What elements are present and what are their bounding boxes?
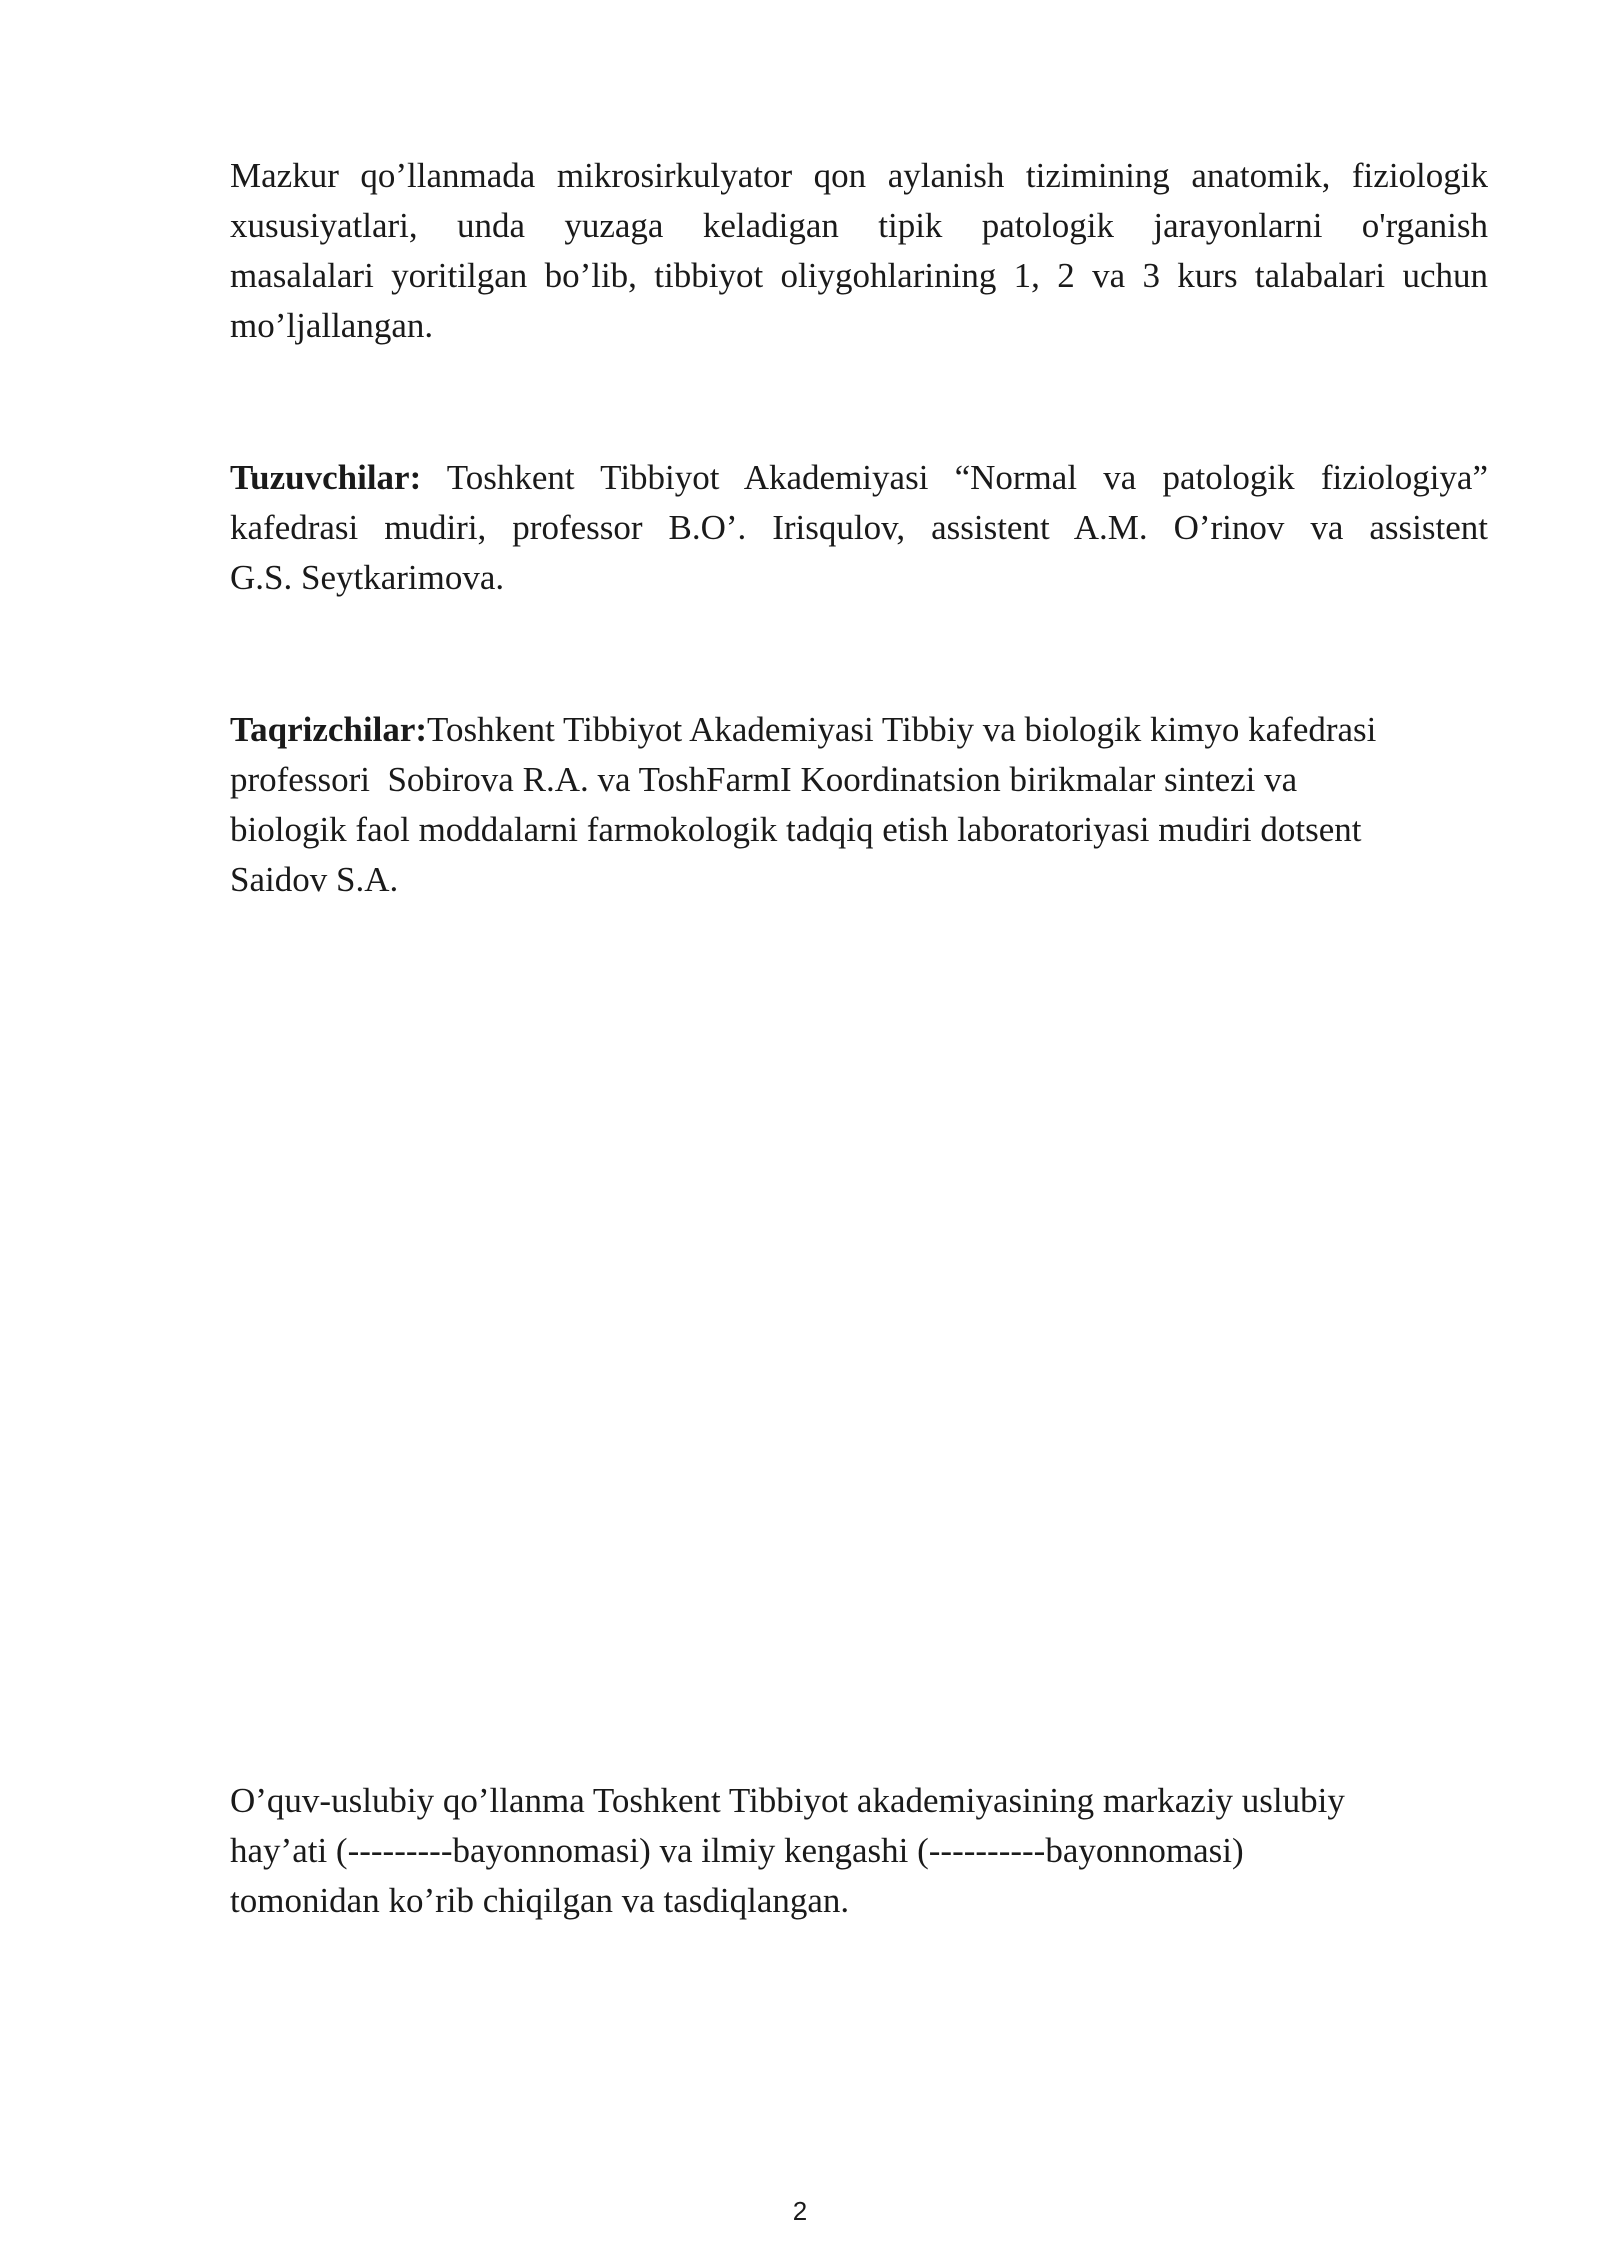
reviewers-line [230, 705, 1488, 755]
page-number: 2 [792, 2196, 808, 2226]
reviewers-line: professori Sobirova R.A. va ToshFarmI Koordinatsion birikmalar sintezi va [230, 760, 1298, 799]
reviewers-line: biologik faol moddalarni farmokologik tadqiq etish laboratoriyasi mudiri dotsent [230, 810, 1362, 849]
reviewers-paragraph [230, 705, 1488, 905]
reviewers-line: Saidov S.A. [230, 860, 399, 899]
intro-paragraph [230, 151, 1488, 351]
approval-line: hay’ati (---------bayonnomasi) va ilmiy kengashi (----------bayonnomasi) [230, 1831, 1244, 1870]
authors-line: G.S. Seytkarimova. [230, 558, 505, 597]
authors-line [230, 453, 1488, 503]
reviewers-label: Taqrizchilar: [230, 710, 428, 749]
authors-line: kafedrasi mudiri, professor B.O’. Irisqulov, assistent A.M. O’rinov va assistent [230, 508, 1488, 547]
approval-line: O’quv-uslubiy qo’llanma Toshkent Tibbiyot akademiyasining markaziy uslubiy [230, 1781, 1345, 1820]
authors-paragraph [230, 453, 1488, 603]
approval-paragraph [230, 1776, 1488, 1926]
intro-line: masalalari yoritilgan bo’lib, tibbiyot oliygohlarining 1, 2 va 3 kurs talabalari uchun [230, 256, 1488, 295]
reviewers-text: Toshkent Tibbiyot Akademiyasi Tibbiy va biologik kimyo kafedrasi [427, 710, 1377, 749]
approval-line: tomonidan ko’rib chiqilgan va tasdiqlangan. [230, 1881, 850, 1920]
intro-line: Mazkur qo’llanmada mikrosirkulyator qon aylanish tizimining anatomik, fiziologik [230, 156, 1488, 195]
intro-line: mo’ljallangan. [230, 306, 434, 345]
intro-line: xususiyatlari, unda yuzaga keladigan tipik patologik jarayonlarni o'rganish [230, 206, 1488, 245]
authors-label: Tuzuvchilar: [230, 458, 422, 497]
authors-text: Toshkent Tibbiyot Akademiyasi “Normal va patologik fiziologiya” [421, 458, 1488, 497]
